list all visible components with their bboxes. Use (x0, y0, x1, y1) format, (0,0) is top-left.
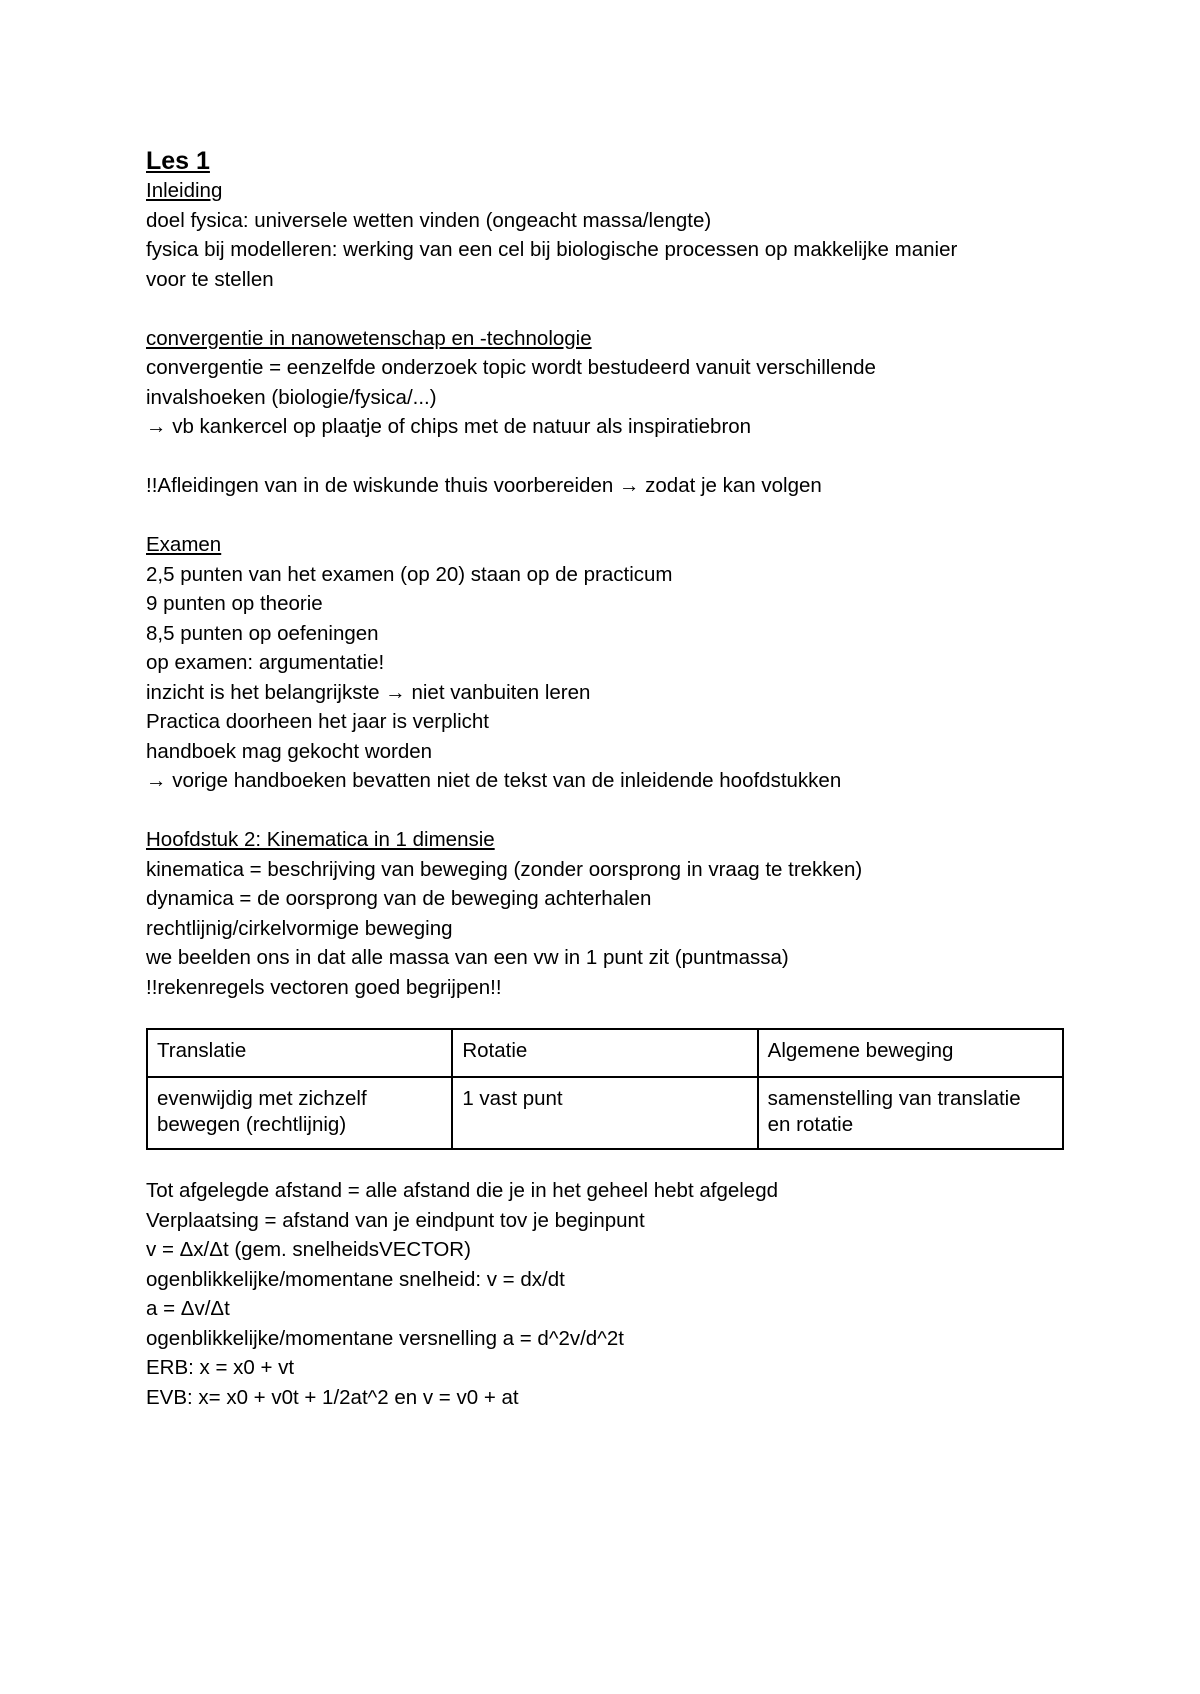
section-heading-inleiding: Inleiding (146, 179, 223, 202)
formula-line: v = Δx/Δt (gem. snelheidsVECTOR) (146, 1238, 471, 1261)
text-line: kinematica = beschrijving van beweging (zonder oorsprong in vraag te trekken) (146, 857, 863, 881)
formula-line: EVB: x= x0 + v0t + 1/2at^2 en v = v0 + at (146, 1385, 519, 1409)
text-line: 9 punten op theorie (146, 592, 323, 615)
table-cell-line: en rotatie (767, 1113, 854, 1136)
formula-line: ERB: x = x0 + vt (146, 1356, 295, 1379)
text-line: inzicht is het belangrijkste → niet vanbuiten leren (146, 680, 591, 704)
table-cell-line: 1 vast punt (462, 1087, 563, 1110)
text-line: dynamica = de oorsprong van de beweging achterhalen (146, 887, 652, 910)
formula-line: Verplaatsing = afstand van je eindpunt tov je beginpunt (146, 1208, 645, 1232)
text-line: 8,5 punten op oefeningen (146, 621, 379, 645)
table-cell (758, 1077, 1063, 1149)
table-header-row (147, 1029, 1063, 1077)
text-line: convergentie = eenzelfde onderzoek topic wordt bestudeerd vanuit verschillende (146, 356, 876, 379)
section-examen (146, 530, 1066, 796)
blank-line (146, 501, 1066, 531)
table-cell-line: samenstelling van translatie (767, 1087, 1021, 1110)
note-line: !!Afleidingen van in de wiskunde thuis voorbereiden → zodat je kan volgen (146, 474, 822, 497)
text-line: → vorige handboeken bevatten niet de tekst van de inleidende hoofdstukken (146, 769, 842, 792)
section-heading-convergentie: convergentie in nanowetenschap en -technologie (146, 326, 592, 350)
section-inleiding (146, 176, 1066, 294)
text-line: Practica doorheen het jaar is verplicht (146, 710, 489, 733)
table-cell-line: bewegen (rechtlijnig) (157, 1113, 347, 1136)
blank-line (146, 442, 1066, 472)
section-heading-hoofdstuk-2: Hoofdstuk 2: Kinematica in 1 dimensie (146, 828, 495, 851)
document-page (146, 143, 1066, 1412)
table-header-cell: Translatie (147, 1029, 452, 1077)
formula-line: ogenblikkelijke/momentane snelheid: v = dx/dt (146, 1267, 565, 1291)
section-heading-examen: Examen (146, 533, 222, 556)
text-line: rechtlijnig/cirkelvormige beweging (146, 916, 453, 940)
section-formulas (146, 1176, 1066, 1412)
text-line: op examen: argumentatie! (146, 651, 385, 674)
text-line: → vb kankercel op plaatje of chips met de natuur als inspiratiebron (146, 415, 752, 438)
text-line: voor te stellen (146, 267, 274, 291)
section-convergentie (146, 324, 1066, 442)
text-line: we beelden ons in dat alle massa van een vw in 1 punt zit (puntmassa) (146, 946, 789, 969)
table-cell-line: evenwijdig met zichzelf (157, 1087, 367, 1110)
table-header-cell: Rotatie (452, 1029, 757, 1077)
formula-line: Tot afgelegde afstand = alle afstand die je in het geheel hebt afgelegd (146, 1179, 779, 1202)
table-header-cell: Algemene beweging (758, 1029, 1063, 1077)
table-cell (147, 1077, 452, 1149)
table-row (147, 1077, 1063, 1149)
text-line: 2,5 punten van het examen (op 20) staan op de practicum (146, 562, 673, 586)
text-line: invalshoeken (biologie/fysica/...) (146, 385, 437, 409)
text-line: !!rekenregels vectoren goed begrijpen!! (146, 975, 502, 999)
text-line: doel fysica: universele wetten vinden (ongeacht massa/lengte) (146, 208, 712, 232)
text-line: fysica bij modelleren: werking van een cel bij biologische processen op makkelijke manier (146, 238, 958, 261)
formula-line: a = Δv/Δt (146, 1297, 230, 1320)
formula-line: ogenblikkelijke/momentane versnelling a = d^2v/d^2t (146, 1326, 624, 1350)
section-hoofdstuk-2 (146, 825, 1066, 1002)
page-title: Les 1 (146, 147, 210, 175)
table-cell (452, 1077, 757, 1149)
blank-line (146, 796, 1066, 826)
motion-types-table (146, 1028, 1064, 1150)
text-line: handboek mag gekocht worden (146, 739, 433, 763)
blank-line (146, 294, 1066, 324)
